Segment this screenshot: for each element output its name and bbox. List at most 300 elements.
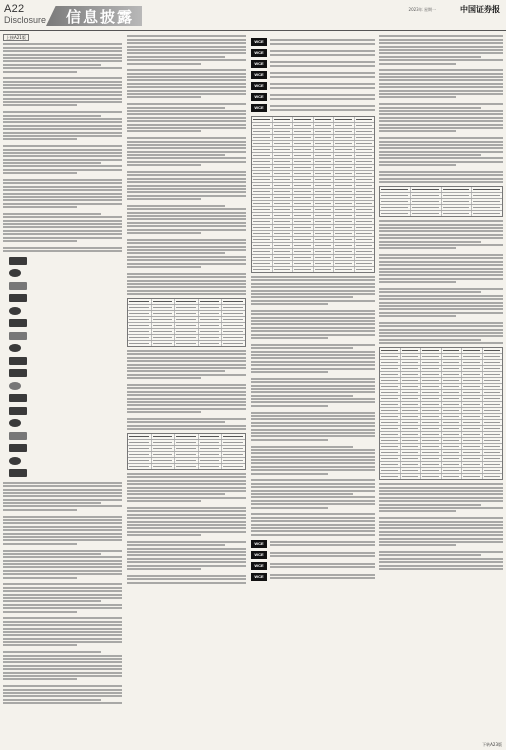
table-cell [401,420,422,425]
text-line [3,689,122,691]
brand-logo-row [3,443,122,454]
table-cell [293,183,314,188]
table-cell [252,225,273,230]
text-line [3,563,122,565]
text-line [251,303,328,305]
text-line [251,459,375,461]
text-line [379,487,503,489]
table-cell [472,211,502,216]
text-line [3,536,122,538]
table-cell [273,183,294,188]
table-cell [252,249,273,254]
table-cell [421,426,442,431]
text-line [379,271,503,273]
text-line [3,661,122,663]
table-cell [401,360,422,365]
table-cell [252,117,273,122]
text-line [3,67,122,69]
text-line [251,446,353,448]
product-table [251,116,375,273]
table-cell [401,450,422,455]
text-line [379,103,503,105]
text-line [379,291,481,293]
text-line [3,570,122,572]
text-line [127,521,246,523]
text-line [379,500,503,502]
table-cell [401,432,422,437]
table-cell [421,372,442,377]
text-line [127,56,225,58]
table-cell [380,205,411,210]
paragraph-gap [3,108,122,110]
text-line [127,178,246,180]
table-cell [152,299,176,304]
brand-logo-icon [9,257,27,265]
table-cell [421,432,442,437]
text-line [127,387,246,389]
table-row [380,474,502,479]
text-line [3,64,101,66]
text-line [127,154,225,156]
text-line [379,507,503,509]
table-cell [175,434,199,439]
table-cell [334,165,355,170]
table-cell [128,335,152,340]
paragraph-gap [251,307,375,309]
table-row [380,211,502,216]
text-line [251,347,353,349]
trademark-details [270,60,375,68]
table-cell [222,452,245,457]
text-line [127,534,201,536]
text-line [251,479,375,481]
text-line [251,276,375,278]
table-cell [483,384,503,389]
table-cell [442,396,463,401]
paragraph-gap [3,74,122,76]
table-cell [355,255,375,260]
text-line [3,213,101,215]
text-line [251,486,375,488]
trademark-details [270,104,375,112]
column-3 [251,34,375,742]
text-line [3,672,122,674]
continued-footer: 下转A23版 [482,742,502,747]
table-cell [252,183,273,188]
table-cell [314,237,335,242]
trademark-details [270,49,375,57]
table-cell [380,432,401,437]
text-line [251,290,375,292]
brand-logo-icon [9,269,21,277]
table-cell [152,434,176,439]
table-cell [252,231,273,236]
table-cell [273,117,294,122]
text-line [127,411,201,413]
text-line [127,242,246,244]
text-line [127,110,246,112]
table-cell [175,464,199,469]
text-line [3,611,77,613]
table-cell [175,452,199,457]
table-cell [401,408,422,413]
text-line [270,94,375,96]
trademark-list-lower [251,539,375,582]
table-cell [293,165,314,170]
table-cell [355,189,375,194]
table-cell [334,117,355,122]
text-line [127,63,201,65]
text-line [3,699,101,701]
brand-logo-row [3,380,122,391]
paragraph-gap [127,571,246,573]
text-line [127,232,201,234]
text-line [379,59,503,61]
table-cell [421,360,442,365]
text-line [379,268,503,270]
table-cell [175,323,199,328]
text-line [379,264,503,266]
table-cell [175,446,199,451]
text-line [251,395,353,397]
table-cell [462,360,483,365]
text-line [127,497,246,499]
table-cell [380,444,401,449]
table-cell [421,366,442,371]
table-cell [252,237,273,242]
table-cell [380,438,401,443]
text-line [3,482,122,484]
text-line [127,500,201,502]
text-line [270,544,375,546]
table-cell [421,474,442,479]
table-cell [334,129,355,134]
table-cell [401,462,422,467]
paragraph-gap [127,202,246,204]
table-cell [442,348,463,353]
brand-logo-row [3,405,122,416]
column-4 [379,34,503,742]
text-line [251,310,375,312]
table-cell [380,426,401,431]
text-line [3,587,122,589]
newspaper-logo: 中国证券报 [460,4,500,14]
table-cell [462,450,483,455]
table-cell [355,153,375,158]
table-cell [314,213,335,218]
trademark-row [251,81,375,91]
text-line [127,493,225,495]
text-line [379,339,481,341]
text-line [379,107,481,109]
text-line [251,456,375,458]
table-row [128,341,245,346]
text-line [127,531,246,533]
wce-logo-icon: WCE [251,49,267,57]
table-cell [199,317,223,322]
text-line [127,73,246,75]
text-line [3,118,122,120]
table-cell [355,183,375,188]
table-cell [355,141,375,146]
text-line [127,510,246,512]
text-line [127,215,246,217]
wce-logo-icon: WCE [251,93,267,101]
paragraph-gap [379,66,503,68]
text-line [251,496,375,498]
text-line [379,130,456,132]
table-cell [334,201,355,206]
text-line [3,516,122,518]
table-cell [273,213,294,218]
brand-logo-row [3,393,122,404]
table-cell [293,129,314,134]
table-cell [222,458,245,463]
text-line [251,401,375,403]
text-line [251,530,375,532]
table-cell [128,458,152,463]
brand-logo-row [3,418,122,429]
wce-logo-icon: WCE [251,82,267,90]
text-line [379,144,503,146]
text-line [379,315,456,317]
table-cell [175,311,199,316]
text-line [127,480,246,482]
text-line [3,607,122,609]
paragraph-gap [127,134,246,136]
table-cell [483,420,503,425]
table-cell [442,474,463,479]
text-line [127,575,246,577]
table-cell [252,261,273,266]
table-cell [380,384,401,389]
text-line [3,223,122,225]
trademark-row [251,37,375,47]
text-line [127,551,246,553]
table-cell [380,450,401,455]
trademark-row [251,92,375,102]
table-cell [442,456,463,461]
table-cell [442,187,473,192]
table-cell [380,474,401,479]
table-cell [355,207,375,212]
text-line [3,135,122,137]
table-cell [421,444,442,449]
table-cell [334,189,355,194]
table-cell [199,323,223,328]
text-line [379,56,481,58]
table-cell [442,426,463,431]
text-line [3,617,122,619]
table-cell [273,177,294,182]
text-line [251,449,375,451]
paragraph-gap [127,66,246,68]
table-cell [293,201,314,206]
table-cell [380,366,401,371]
paragraph-gap [127,381,246,383]
table-cell [199,329,223,334]
table-cell [222,311,245,316]
table-cell [293,231,314,236]
text-line [270,87,375,89]
text-line [379,124,503,126]
text-line [379,305,503,307]
text-line [3,550,122,552]
table-cell [314,225,335,230]
table-cell [442,211,473,216]
table-cell [199,452,223,457]
table-cell [380,211,411,216]
trademark-details [270,573,375,581]
text-line [3,226,122,228]
table-cell [462,396,483,401]
table-cell [421,396,442,401]
table-cell [252,243,273,248]
table-cell [334,267,355,272]
text-line [270,577,375,579]
table-cell [252,141,273,146]
table-cell [462,432,483,437]
table-cell [252,189,273,194]
text-line [3,186,122,188]
table-cell [152,341,176,346]
table-cell [442,450,463,455]
table-cell [152,329,176,334]
trademark-row [251,70,375,80]
text-line [379,342,503,344]
brand-logo-icon [9,419,21,427]
text-line [127,239,246,241]
table-cell [442,432,463,437]
text-line [251,524,375,526]
table-cell [380,396,401,401]
text-line [127,418,246,420]
table-cell [293,207,314,212]
text-line [379,534,503,536]
text-line [379,35,503,37]
text-line [379,541,503,543]
text-line [251,337,328,339]
table-cell [462,468,483,473]
text-line [379,161,503,163]
table-cell [222,317,245,322]
text-line [251,286,375,288]
table-cell [273,195,294,200]
text-line [251,293,375,295]
wce-logo-icon: WCE [251,551,267,559]
table-cell [401,378,422,383]
text-line [3,125,122,127]
text-line [379,295,503,297]
column-2 [127,34,246,742]
text-line [127,290,246,292]
text-line [127,548,246,550]
brand-logo-row [3,305,122,316]
text-line [379,554,481,556]
text-line [127,59,246,61]
table-cell [152,335,176,340]
text-line [379,154,481,156]
text-line [3,155,122,157]
text-line [127,171,246,173]
text-line [127,225,246,227]
text-line [379,544,456,546]
text-line [127,408,246,410]
brand-logo-icon [9,332,27,340]
text-line [3,509,77,511]
table-cell [334,207,355,212]
text-line [251,283,375,285]
text-line [3,577,77,579]
brand-logo-row [3,280,122,291]
text-line [127,283,246,285]
text-line [379,558,503,560]
text-line [127,185,246,187]
issue-date: 2023年 星期一 [408,7,436,12]
text-line [127,293,246,295]
text-line [379,274,503,276]
text-line [127,360,246,362]
text-line [3,189,122,191]
text-line [127,144,246,146]
brand-logo-icon [9,307,21,315]
text-line [127,578,246,580]
table-cell [442,378,463,383]
text-line [3,94,122,96]
text-line [3,658,122,660]
table-cell [442,193,473,198]
text-line [379,110,503,112]
text-line [3,685,122,687]
text-line [3,502,101,504]
table-cell [314,135,335,140]
text-line [379,42,503,44]
table-cell [252,177,273,182]
text-line [379,120,503,122]
table-cell [462,420,483,425]
table-cell [401,384,422,389]
table-cell [252,159,273,164]
text-line [379,49,503,51]
table-cell [472,205,502,210]
text-line [379,220,503,222]
table-cell [175,299,199,304]
table-cell [462,462,483,467]
table-cell [252,165,273,170]
table-cell [380,354,401,359]
text-line [3,644,77,646]
table-cell [252,129,273,134]
text-line [379,76,503,78]
table-cell [355,201,375,206]
brand-logo-row [3,293,122,304]
table-cell [334,249,355,254]
text-line [127,205,225,207]
text-line [127,527,246,529]
table-cell [355,195,375,200]
text-line [127,483,246,485]
text-line [379,96,456,98]
table-cell [355,159,375,164]
text-line [379,93,503,95]
table-cell [380,348,401,353]
paragraph-gap [379,251,503,253]
text-line [3,665,122,667]
table-cell [442,354,463,359]
table-cell [222,434,245,439]
table-cell [314,207,335,212]
table-cell [401,372,422,377]
